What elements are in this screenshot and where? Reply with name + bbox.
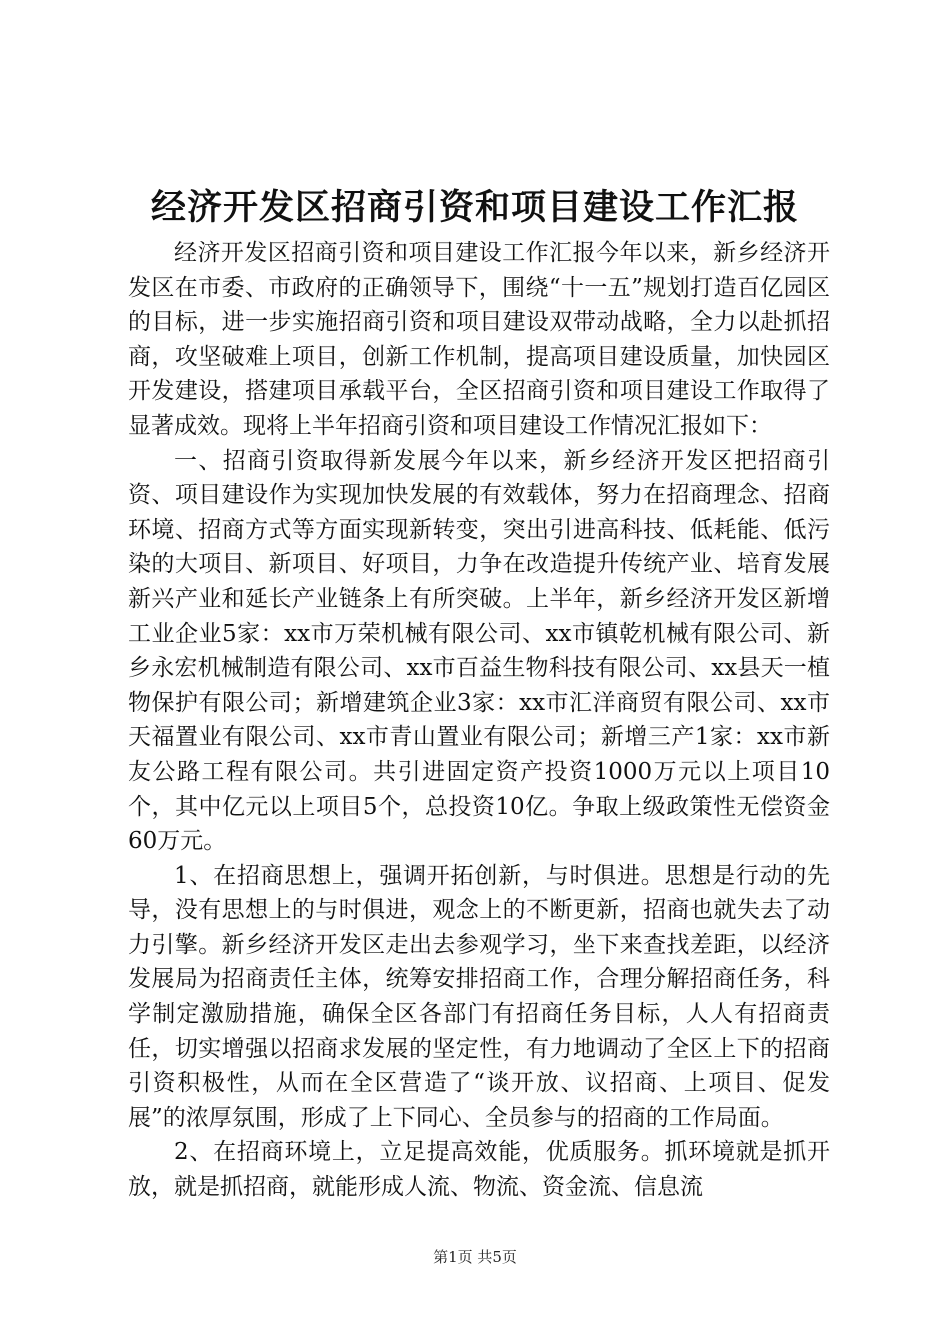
paragraph-section-1: 一、招商引资取得新发展今年以来，新乡经济开发区把招商引资、项目建设作为实现加快发展的有效载体，努力在招商理念、招商环境、招商方式等方面实现新转变，突出引进高科技、低耗能、低污染的大项目、新项目、好项目，力争在改造提升传统产业、培育发展新兴产业和延长产业链条上有所突破。上半年，新乡经济开发区新增工业企业5家：xx市万荣机械有限公司、xx市镇乾机械有限公司、新乡永宏机械制造有限公司、xx市百益生物科技有限公司、xx县天一植物保护有限公司；新增建筑企业3家：xx市汇洋商贸有限公司、xx市天福置业有限公司、xx市青山置业有限公司；新增三产1家：xx市新友公路工程有限公司。共引进固定资产投资1000万元以上项目10个，其中亿元以上项目5个，总投资10亿。争取上级政策性无偿资金60万元。 <box>128 447 830 855</box>
paragraph-item-1: 1、在招商思想上，强调开拓创新，与时俱进。思想是行动的先导，没有思想上的与时俱进，观念上的不断更新，招商也就失去了动力引擎。新乡经济开发区走出去参观学习，坐下来查找差距，以经济发展局为招商责任主体，统筹安排招商工作，合理分解招商任务，科学制定激励措施，确保全区各部门有招商任务目标，人人有招商责任，切实增强以招商求发展的坚定性，有力地调动了全区上下的招商引资积极性，从而在全区营造了“谈开放、议招商、上项目、促发展”的浓厚氛围，形成了上下同心、全员参与的招商的工作局面。 <box>128 862 830 1131</box>
paragraph-intro: 经济开发区招商引资和项目建设工作汇报今年以来，新乡经济开发区在市委、市政府的正确领导下，围绕“十一五”规划打造百亿园区的目标，进一步实施招商引资和项目建设双带动战略，全力以赴抓招商，攻坚破难上项目，创新工作机制，提高项目建设质量，加快园区开发建设，搭建项目承载平台，全区招商引资和项目建设工作取得了显著成效。现将上半年招商引资和项目建设工作情况汇报如下： <box>128 240 830 439</box>
document-body <box>128 236 830 1205</box>
paragraph-item-2: 2、在招商环境上，立足提高效能，优质服务。抓环境就是抓开放，就是抓招商，就能形成人流、物流、资金流、信息流 <box>128 1139 830 1201</box>
document-title: 经济开发区招商引资和项目建设工作汇报 <box>150 188 799 228</box>
page-footer: 第1页 共5页 <box>433 1248 517 1266</box>
